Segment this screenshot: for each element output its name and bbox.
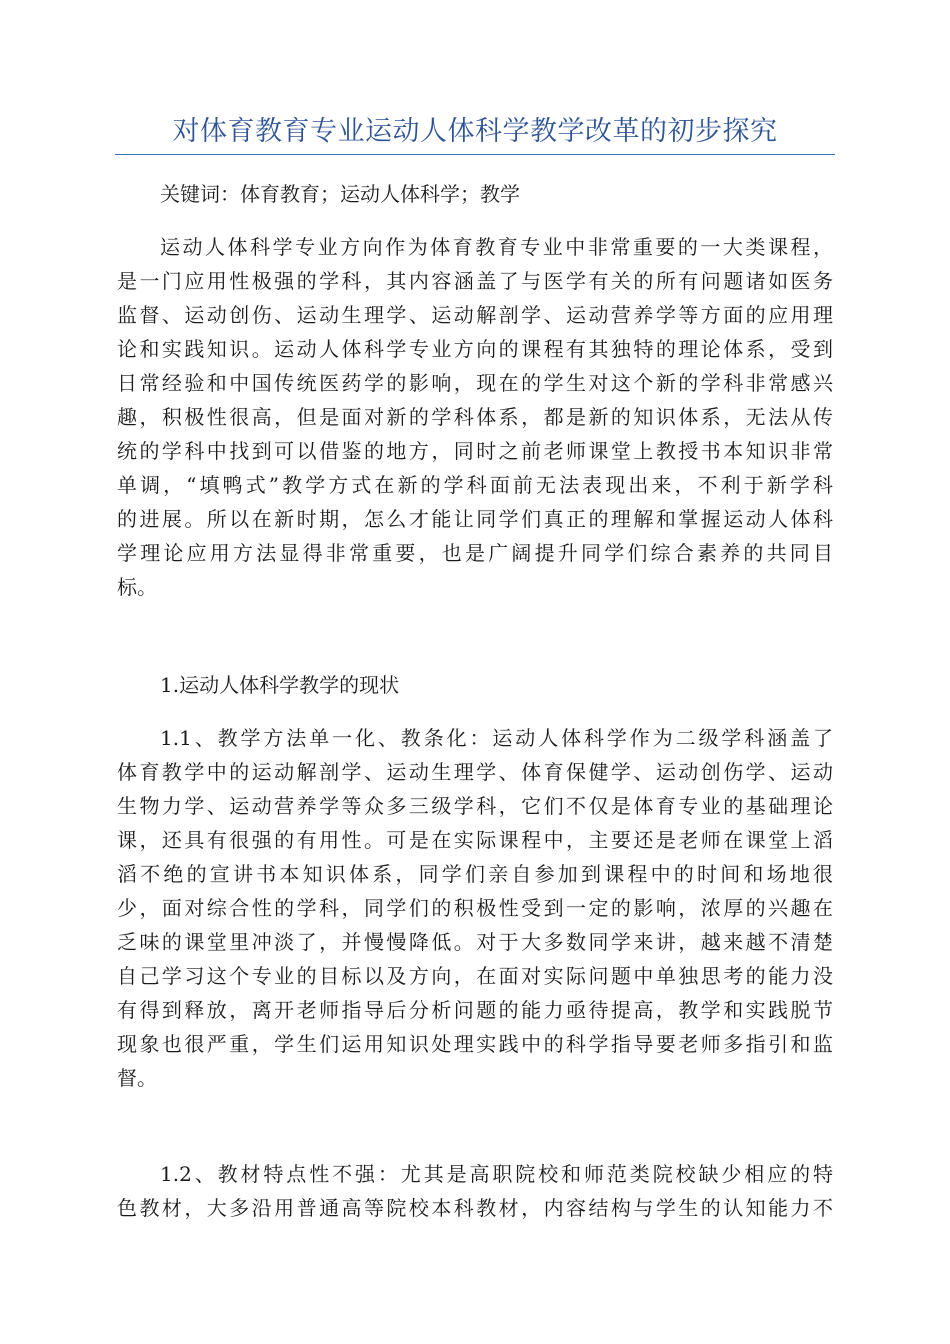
paragraph-line: 运动人体科学专业方向作为体育教育专业中非常重要的一大类课程， [160,235,833,259]
paragraph-line: 是一门应用性极强的学科，其内容涵盖了与医学有关的所有问题诸如医务 [117,269,833,293]
paragraph-line: 督。 [117,1066,157,1090]
section-heading-1: 1.运动人体科学教学的现状 [160,673,400,697]
paragraph-line: 少，面对综合性的学科，同学们的积极性受到一定的影响，浓厚的兴趣在 [117,896,833,920]
paragraph-line: 论和实践知识。运动人体科学专业方向的课程有其独特的理论体系，受到 [117,337,833,361]
title-underline [115,154,835,155]
paragraph-line: 统的学科中找到可以借鉴的地方，同时之前老师课堂上教授书本知识非常 [117,439,833,463]
paragraph-line: 有得到释放，离开老师指导后分析问题的能力亟待提高，教学和实践脱节 [117,998,833,1022]
paragraph-line: 1.1、教学方法单一化、教条化：运动人体科学作为二级学科涵盖了 [160,726,833,750]
paragraph-intro [117,230,833,604]
paragraph-line: 课，还具有很强的有用性。可是在实际课程中，主要还是老师在课堂上滔 [117,828,833,852]
paragraph-line: 体育教学中的运动解剖学、运动生理学、体育保健学、运动创伤学、运动 [117,760,833,784]
paragraph-line: 生物力学、运动营养学等众多三级学科，它们不仅是体育专业的基础理论 [117,794,833,818]
paragraph-line: 标。 [117,575,157,599]
paragraph-line: 日常经验和中国传统医药学的影响，现在的学生对这个新的学科非常感兴 [117,371,833,395]
paragraph-line: 乏味的课堂里冲淡了，并慢慢降低。对于大多数同学来讲，越来越不清楚 [117,930,833,954]
paragraph-line: 监督、运动创伤、运动生理学、运动解剖学、运动营养学等方面的应用理 [117,303,833,327]
paragraph-line: 现象也很严重，学生们运用知识处理实践中的科学指导要老师多指引和监 [117,1032,833,1056]
paragraph-line: 学理论应用方法显得非常重要，也是广阔提升同学们综合素养的共同目 [117,541,833,565]
paragraph-1-1 [117,721,833,1095]
paragraph-line: 的进展。所以在新时期，怎么才能让同学们真正的理解和掌握运动人体科 [117,507,833,531]
keywords-line: 关键词：体育教育；运动人体科学；教学 [160,182,520,206]
document-title: 对体育教育专业运动人体科学教学改革的初步探究 [172,116,778,147]
paragraph-line: 趣，积极性很高，但是面对新的学科体系，都是新的知识体系，无法从传 [117,405,833,429]
paragraph-line: 滔不绝的宣讲书本知识体系，同学们亲自参加到课程中的时间和场地很 [117,862,833,886]
paragraph-line: 单调，“填鸭式”教学方式在新的学科面前无法表现出来，不利于新学科 [117,473,833,497]
paragraph-1-2 [117,1157,833,1225]
paragraph-line: 1.2、教材特点性不强：尤其是高职院校和师范类院校缺少相应的特 [160,1162,833,1186]
paragraph-line: 色教材，大多沿用普通高等院校本科教材，内容结构与学生的认知能力不 [117,1196,833,1220]
paragraph-line: 自己学习这个专业的目标以及方向，在面对实际问题中单独思考的能力没 [117,964,833,988]
